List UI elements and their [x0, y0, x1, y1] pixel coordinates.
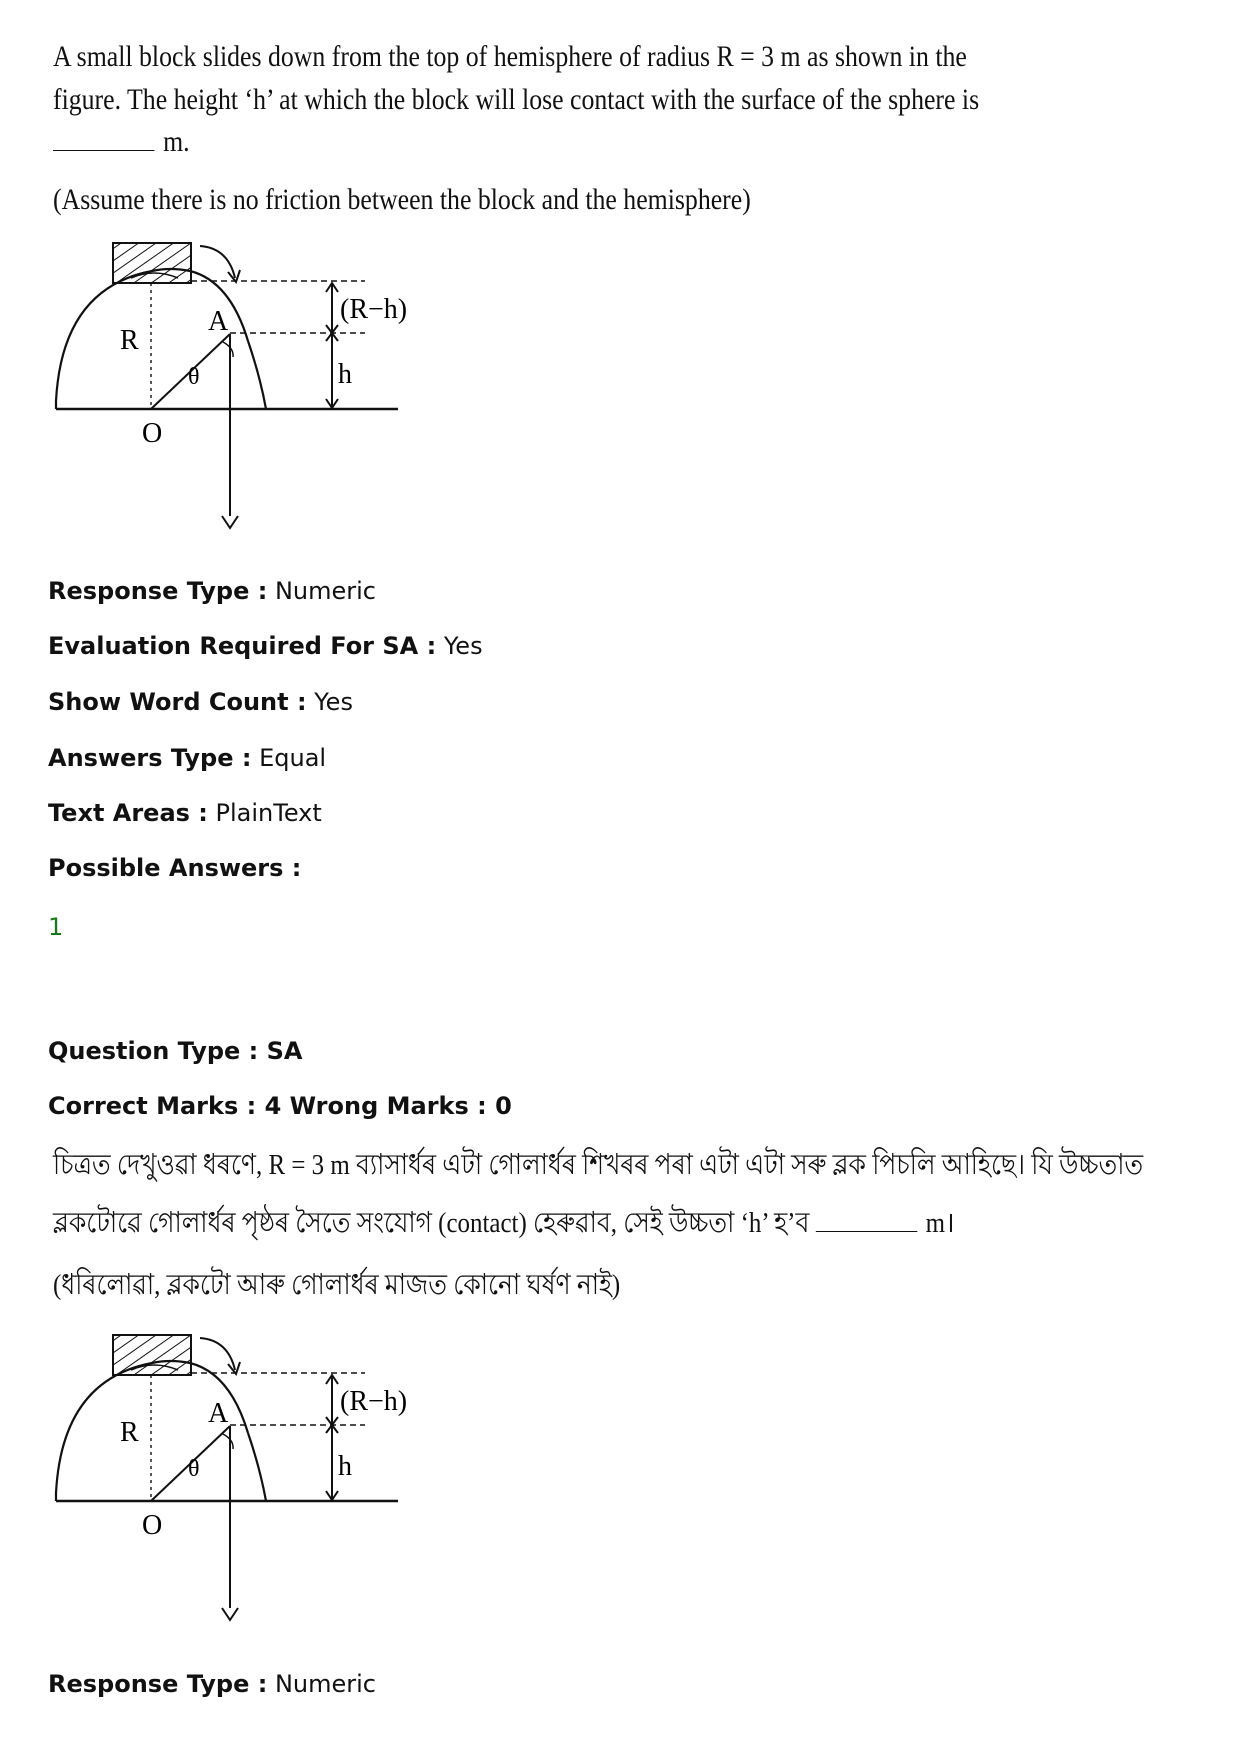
- label-R: R: [120, 325, 139, 356]
- label-h: h: [338, 359, 352, 390]
- meta-text-areas: Text Areas : PlainText: [48, 799, 322, 827]
- label-theta: θ: [188, 364, 200, 390]
- unit-m: m.: [163, 125, 190, 158]
- meta-possible-answers: Possible Answers :: [48, 854, 302, 882]
- question-1-line-3: [53, 120, 827, 163]
- question-type: Question Type : SA: [48, 1037, 303, 1065]
- question-2-note: (ধৰিলোৱা, ব্লকটো আৰু গোলাৰ্ধৰ মাজত কোনো ঘৰ্ষণ নাই): [53, 1269, 621, 1301]
- question-1-line-2: figure. The height ‘h’ at which the block will lose contact with the surface of the sphere is: [53, 83, 980, 116]
- meta-show-word-count: Show Word Count : Yes: [48, 688, 353, 716]
- label-A-2: A: [208, 1398, 229, 1429]
- label-theta-2: θ: [188, 1456, 200, 1482]
- answer-blank: [53, 124, 154, 151]
- answer-blank-2: [816, 1205, 917, 1232]
- hemisphere-outline: [56, 269, 248, 409]
- question-1-note: (Assume there is no friction between the block and the hemisphere): [53, 183, 751, 216]
- label-A: A: [208, 306, 229, 337]
- question-2-line-1: চিত্ৰত দেখুওৱা ধৰণে, R = 3 m ব্যাসাৰ্ধৰ এটা গোলাৰ্ধৰ শিখৰৰ পৰা এটা এটা সৰু ব্লক পিচলি আহিছে। যি উচ্চতাত: [53, 1149, 1144, 1181]
- label-h-2: h: [338, 1451, 352, 1482]
- possible-answer-value: 1: [48, 913, 64, 941]
- hemisphere-figure-2: [40, 1318, 420, 1638]
- meta-response-type-2: Response Type : Numeric: [48, 1670, 376, 1698]
- label-R-minus-h: (R−h): [340, 294, 408, 325]
- label-R-2: R: [120, 1417, 139, 1448]
- meta-answers-type: Answers Type : Equal: [48, 744, 327, 772]
- marks: Correct Marks : 4 Wrong Marks : 0: [48, 1092, 512, 1120]
- label-O-2: O: [142, 1510, 163, 1541]
- question-2-line-2: ব্লকটোৱে গোলাৰ্ধৰ পৃষ্ঠৰ সৈতে সংযোগ (contact) হেৰুৱাব, সেই উচ্চতা ‘h’ হ’ব m।: [53, 1207, 955, 1239]
- meta-evaluation-required: Evaluation Required For SA : Yes: [48, 632, 483, 660]
- block: [113, 243, 191, 283]
- hemisphere-figure-1: [40, 226, 420, 546]
- question-1-line-1: A small block slides down from the top of hemisphere of radius R = 3 m as shown in the: [53, 40, 967, 73]
- label-R-minus-h-2: (R−h): [340, 1386, 408, 1417]
- label-O: O: [142, 418, 163, 449]
- meta-response-type: Response Type : Numeric: [48, 577, 376, 605]
